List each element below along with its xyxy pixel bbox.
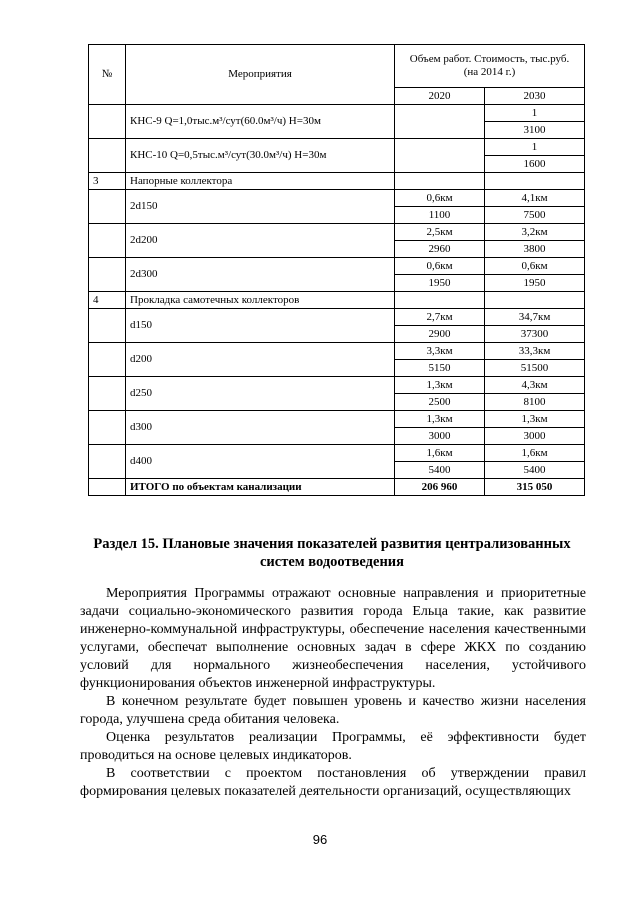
table-row <box>89 105 585 122</box>
page-number: 96 <box>312 832 328 847</box>
total-2030: 315 050 <box>485 479 585 496</box>
row-2030-qty: 3,2км <box>485 224 585 241</box>
row-name: 2d200 <box>126 224 395 258</box>
paragraph: Мероприятия Программы отражают основные направления и приоритетные задачи социально-экономического развития города Ельца такие, как развитие инженерно-коммунальной инфраструктуры, обеспечение населения качественными услугами, обеспечат выполнение основных задач в сфере ЖКХ по созданию условий для нормального жизнеобеспечения населения, устойчивого функционирования объектов инженерной инфраструктуры. <box>80 586 586 691</box>
header-year-2030: 2030 <box>485 88 585 105</box>
header-num: № <box>89 45 126 105</box>
total-2020: 206 960 <box>395 479 485 496</box>
row-2020-qty: 1,3км <box>395 377 485 394</box>
row-2020-qty: 2,5км <box>395 224 485 241</box>
row-2020-qty: 1,3км <box>395 411 485 428</box>
section-row <box>89 292 585 309</box>
table-row <box>89 445 585 462</box>
paragraph: В конечном результате будет повышен уровень и качество жизни населения города, улучшена среда обитания человека. <box>80 694 586 727</box>
row-2030-cost: 3000 <box>485 428 585 445</box>
total-row <box>89 479 585 496</box>
section-heading: Раздел 15. Плановые значения показателей развития централизованных систем водоотведения <box>93 536 571 570</box>
row-2030-qty: 0,6км <box>485 258 585 275</box>
row-name: d300 <box>126 411 395 445</box>
row-2030-qty: 1 <box>485 139 585 156</box>
row-2020-empty <box>395 105 485 139</box>
section-title: Прокладка самотечных коллекторов <box>126 292 395 309</box>
table-row <box>89 224 585 241</box>
row-2030-cost: 3800 <box>485 241 585 258</box>
row-num <box>89 139 126 173</box>
row-num <box>89 105 126 139</box>
row-2030-qty: 4,3км <box>485 377 585 394</box>
row-2020-cost: 2960 <box>395 241 485 258</box>
row-2020-cost: 5150 <box>395 360 485 377</box>
section-num: 3 <box>89 173 126 190</box>
row-name: 2d150 <box>126 190 395 224</box>
header-year-2020: 2020 <box>395 88 485 105</box>
paragraph: Оценка результатов реализации Программы, её эффективности будет проводиться на основе целевых индикаторов. <box>80 730 586 763</box>
row-2020-cost: 1100 <box>395 207 485 224</box>
row-2020-cost: 2900 <box>395 326 485 343</box>
row-2030-qty: 1,3км <box>485 411 585 428</box>
body-text <box>80 585 586 801</box>
row-2020-cost: 2500 <box>395 394 485 411</box>
row-2030-cost: 51500 <box>485 360 585 377</box>
row-2030-qty: 1 <box>485 105 585 122</box>
row-name: d150 <box>126 309 395 343</box>
row-name: d200 <box>126 343 395 377</box>
row-name: КНС-10 Q=0,5тыс.м³/сут(30.0м³/ч) Н=30м <box>126 139 395 173</box>
row-name: КНС-9 Q=1,0тыс.м³/сут(60.0м³/ч) Н=30м <box>126 105 395 139</box>
row-2030-cost: 3100 <box>485 122 585 139</box>
row-name: d250 <box>126 377 395 411</box>
paragraph: В соответствии с проектом постановления об утверждении правил формирования целевых показателей деятельности организаций, осуществляющих <box>80 766 586 799</box>
row-2020-qty: 0,6км <box>395 190 485 207</box>
total-label: ИТОГО по объектам канализации <box>126 479 395 496</box>
row-name: 2d300 <box>126 258 395 292</box>
section-num: 4 <box>89 292 126 309</box>
row-2030-qty: 34,7км <box>485 309 585 326</box>
row-2020-qty: 0,6км <box>395 258 485 275</box>
row-2030-cost: 1950 <box>485 275 585 292</box>
row-2030-qty: 33,3км <box>485 343 585 360</box>
table-row <box>89 190 585 207</box>
row-2030-qty: 1,6км <box>485 445 585 462</box>
row-name: d400 <box>126 445 395 479</box>
row-2020-qty: 2,7км <box>395 309 485 326</box>
row-2030-cost: 7500 <box>485 207 585 224</box>
table-row <box>89 258 585 275</box>
row-2020-cost: 5400 <box>395 462 485 479</box>
works-cost-table <box>88 44 585 496</box>
row-2020-empty <box>395 139 485 173</box>
row-2030-cost: 8100 <box>485 394 585 411</box>
table-row <box>89 343 585 360</box>
row-2020-cost: 1950 <box>395 275 485 292</box>
row-2030-cost: 37300 <box>485 326 585 343</box>
table-row <box>89 309 585 326</box>
table-row <box>89 377 585 394</box>
row-2020-qty: 3,3км <box>395 343 485 360</box>
header-cost-line2: (на 2014 г.) <box>463 66 516 78</box>
table-header-row <box>89 45 585 88</box>
table-row <box>89 411 585 428</box>
section-title: Напорные коллектора <box>126 173 395 190</box>
section-row <box>89 173 585 190</box>
row-2020-qty: 1,6км <box>395 445 485 462</box>
row-2030-cost: 1600 <box>485 156 585 173</box>
row-2030-qty: 4,1км <box>485 190 585 207</box>
header-cost <box>395 45 585 88</box>
header-cost-line1: Объем работ. Стоимость, тыс.руб. <box>409 53 570 65</box>
header-activity: Мероприятия <box>126 45 395 105</box>
row-2030-cost: 5400 <box>485 462 585 479</box>
table-row <box>89 139 585 156</box>
row-2020-cost: 3000 <box>395 428 485 445</box>
